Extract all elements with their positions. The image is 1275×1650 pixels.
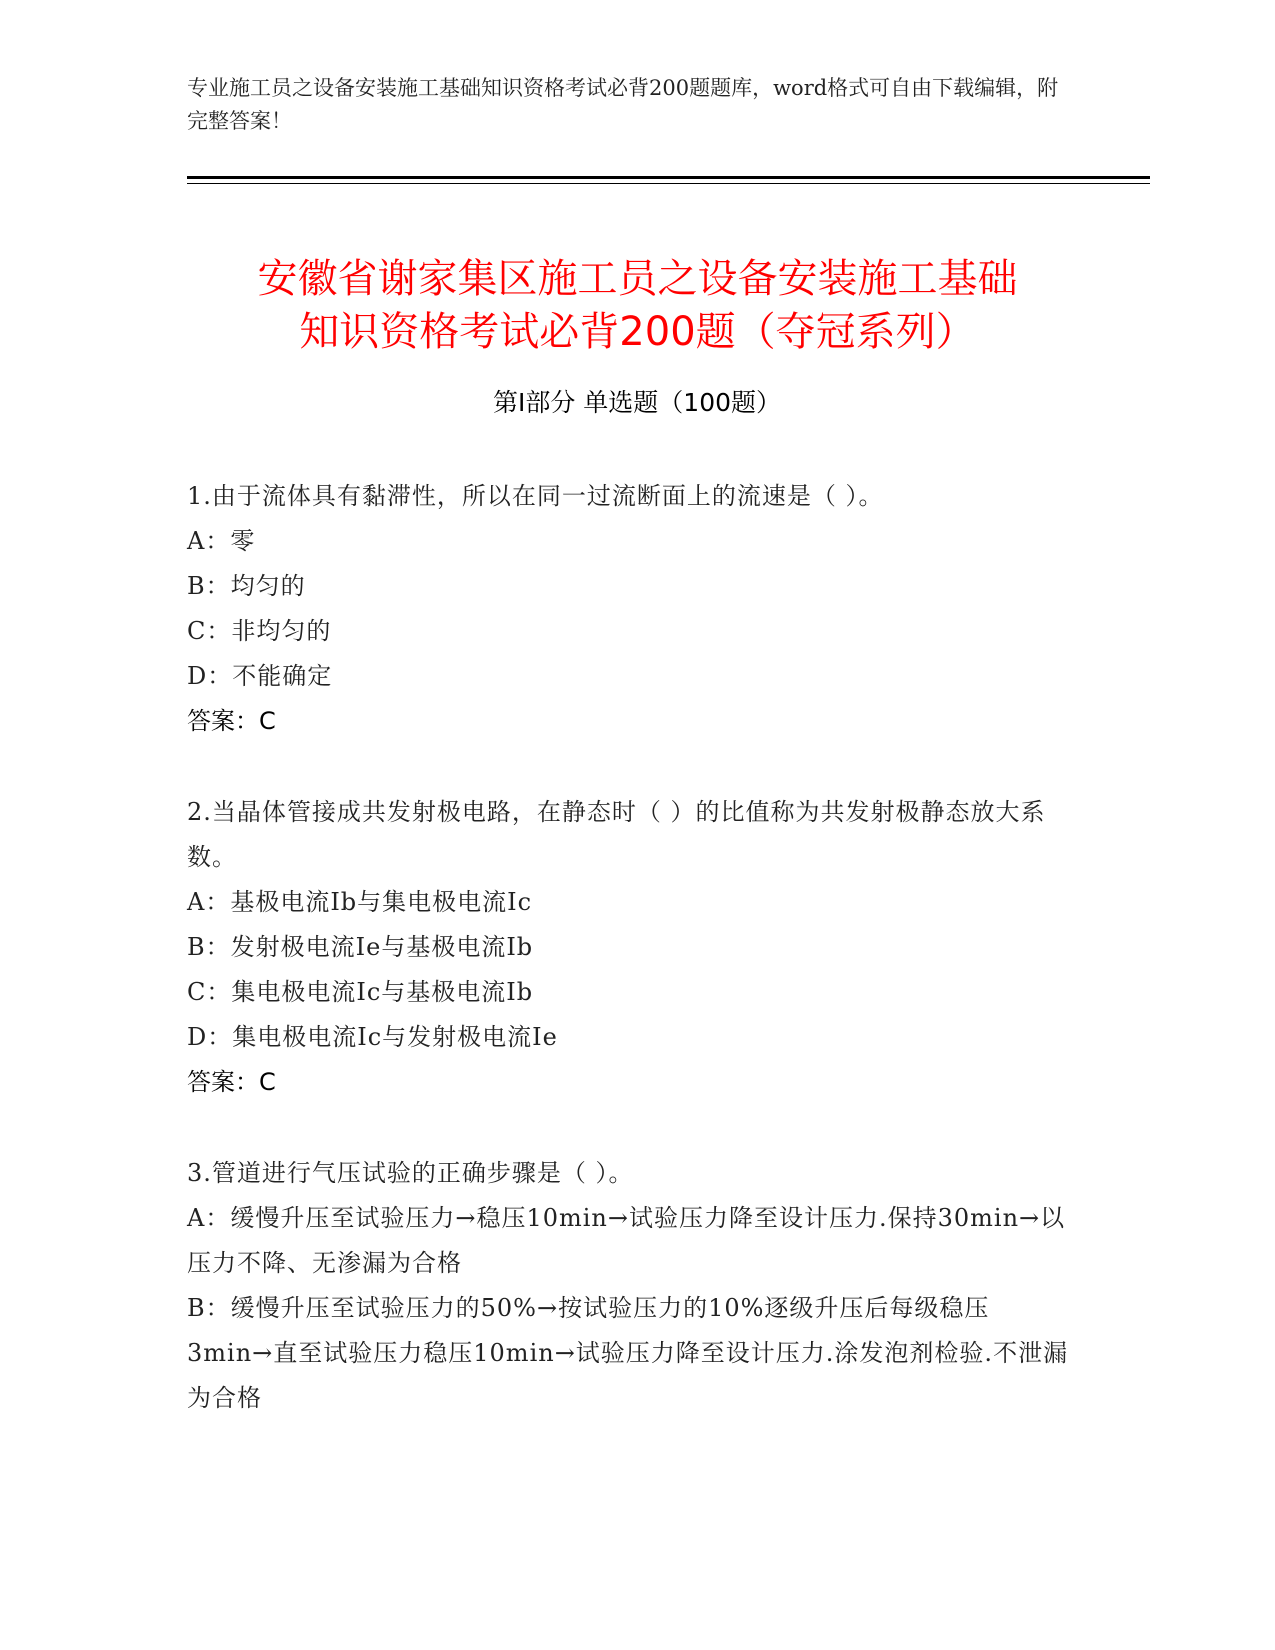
question-text: 2.当晶体管接成共发射极电路，在静态时（ ）的比值称为共发射极静态放大系数。	[187, 798, 1046, 871]
option-a: A：零	[187, 527, 256, 555]
option-b: B：发射极电流Ie与基极电流Ib	[187, 933, 534, 961]
option-a: A：基极电流Ib与集电极电流Ic	[187, 888, 533, 916]
document-title	[150, 253, 1125, 359]
question-1	[187, 474, 1072, 744]
answer: 答案：C	[187, 707, 276, 735]
option-c: C：集电极电流Ic与基极电流Ib	[187, 978, 534, 1006]
option-b: B：均匀的	[187, 572, 306, 600]
header-divider-thick	[187, 176, 1150, 179]
title-line-2: 知识资格考试必背200题（夺冠系列）	[299, 308, 976, 355]
question-2	[187, 790, 1072, 1105]
section-heading: 第Ⅰ部分 单选题（100题）	[492, 388, 782, 417]
header-note: 专业施工员之设备安装施工基础知识资格考试必背200题题库，word格式可自由下载编辑，附完整答案！	[187, 76, 1059, 133]
answer: 答案：C	[187, 1068, 276, 1096]
question-text: 3.管道进行气压试验的正确步骤是（ ）。	[187, 1159, 634, 1187]
option-d: D：集电极电流Ic与发射极电流Ie	[187, 1023, 558, 1051]
header-divider-thin	[187, 183, 1150, 184]
question-text: 1.由于流体具有黏滞性，所以在同一过流断面上的流速是（ ）。	[187, 482, 884, 510]
option-d: D：不能确定	[187, 662, 333, 690]
question-list	[187, 474, 1072, 1467]
question-3	[187, 1151, 1072, 1421]
title-line-1: 安徽省谢家集区施工员之设备安装施工基础	[257, 255, 1018, 302]
option-a: A：缓慢升压至试验压力→稳压10min→试验压力降至设计压力.保持30min→以压力不降、无渗漏为合格	[187, 1204, 1066, 1277]
option-c: C：非均匀的	[187, 617, 332, 645]
option-b: B：缓慢升压至试验压力的50%→按试验压力的10%逐级升压后每级稳压3min→直至试验压力稳压10min→试验压力降至设计压力.涂发泡剂检验.不泄漏为合格	[187, 1294, 1069, 1412]
